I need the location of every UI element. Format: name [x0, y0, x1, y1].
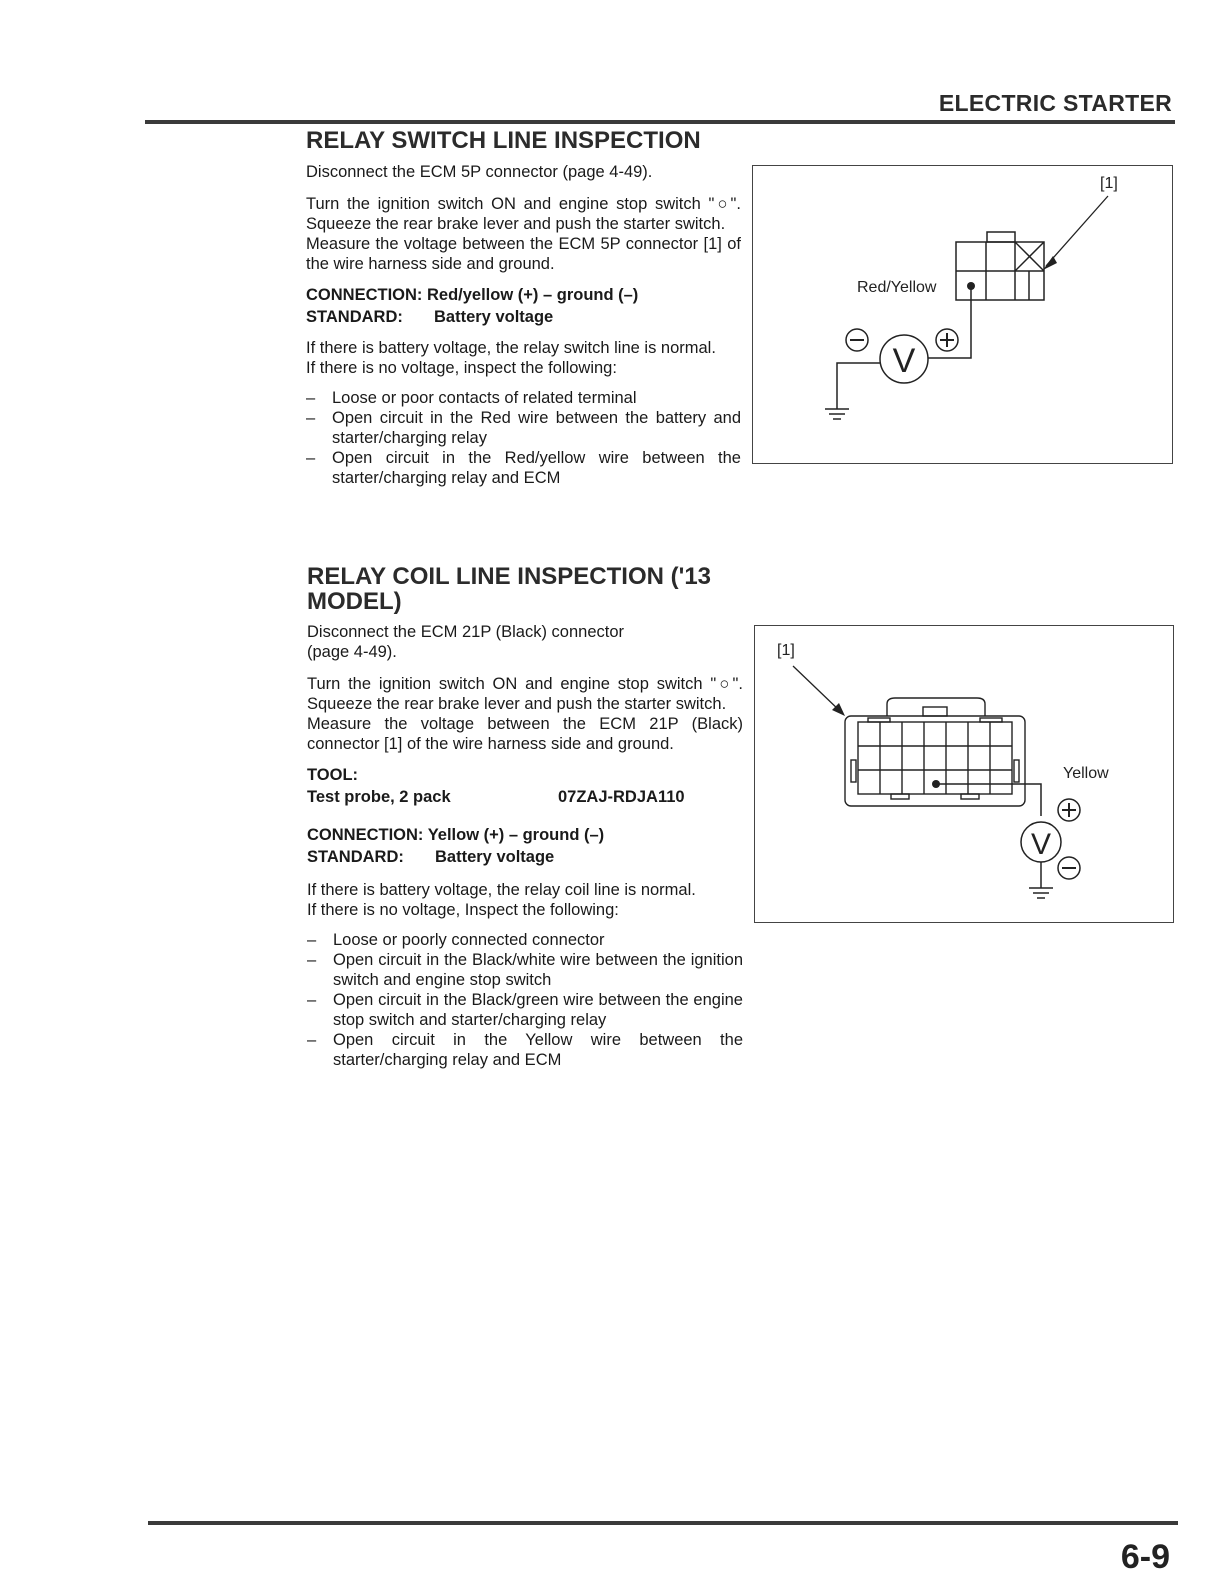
section1-p2: Turn the ignition switch ON and engine stop switch "○". Squeeze the rear brake lever and push the starter switch. — [306, 195, 741, 233]
section2-bullet-list — [307, 930, 743, 1070]
list-item: – Open circuit in the Yellow wire between the starter/charging relay and ECM — [307, 1031, 743, 1069]
section2-body — [307, 622, 743, 1070]
figure-21p-connector — [754, 625, 1174, 923]
section2-p5: If there is no voltage, Inspect the following: — [307, 901, 619, 919]
connector-5p-icon — [956, 232, 1044, 300]
tool-heading: TOOL: — [307, 766, 359, 784]
voltmeter-label: V — [892, 342, 916, 380]
connector-5p-diagram — [753, 166, 1172, 463]
section1-p4: If there is battery voltage, the relay switch line is normal. — [306, 339, 716, 357]
tool-line — [307, 786, 743, 808]
section2-standard — [307, 846, 743, 868]
section1-standard-value: Battery voltage — [434, 308, 554, 326]
section2-connection: CONNECTION: Yellow (+) – ground (–) — [307, 826, 605, 844]
tool-name: Test probe, 2 pack — [307, 788, 451, 806]
section1-body — [306, 162, 741, 488]
section2-p2: Turn the ignition switch ON and engine stop switch "○". Squeeze the rear brake lever and push the starter switch. — [307, 675, 743, 713]
callout-label: [1] — [1100, 175, 1118, 192]
list-item: – Loose or poorly connected connector — [307, 931, 605, 949]
page-number: 6-9 — [1120, 1538, 1170, 1576]
section1-bullet-list — [306, 388, 741, 488]
section1-p3: Measure the voltage between the ECM 5P connector [1] of the wire harness side and ground. — [306, 235, 741, 273]
section1-connection: CONNECTION: Red/yellow (+) – ground (–) — [306, 286, 639, 304]
connector-21p-icon — [845, 698, 1025, 806]
voltmeter-label: V — [1030, 828, 1052, 861]
callout-arrow — [1046, 196, 1108, 266]
section1-p5: If there is no voltage, inspect the following: — [306, 359, 617, 377]
ground-icon — [1029, 888, 1053, 898]
section2-p4: If there is battery voltage, the relay coil line is normal. — [307, 881, 696, 899]
ground-icon — [825, 409, 849, 419]
footer-rule — [148, 1521, 1178, 1525]
wire-label: Yellow — [1063, 765, 1109, 782]
wire-label: Red/Yellow — [857, 279, 937, 296]
section2-standard-value: Battery voltage — [435, 848, 555, 866]
connector-21p-diagram — [755, 626, 1173, 922]
figure-5p-connector — [752, 165, 1173, 464]
list-item: – Open circuit in the Red wire between the battery and starter/charging relay — [306, 409, 741, 447]
section1-standard — [306, 306, 741, 328]
section1-p1: Disconnect the ECM 5P connector (page 4-49). — [306, 163, 653, 181]
section1-standard-key: STANDARD: — [306, 308, 403, 326]
header-rule — [145, 120, 1175, 124]
section2-title: RELAY COIL LINE INSPECTION ('13 MODEL) — [307, 563, 712, 615]
section2-p3: Measure the voltage between the ECM 21P (Black) connector [1] of the wire harness side and ground. — [307, 715, 743, 753]
callout-arrow — [793, 666, 841, 712]
list-item: – Open circuit in the Black/white wire between the ignition switch and engine stop switch — [307, 951, 743, 989]
tool-number: 07ZAJ-RDJA110 — [558, 788, 685, 806]
section-header: ELECTRIC STARTER — [938, 90, 1172, 116]
list-item: – Open circuit in the Red/yellow wire between the starter/charging relay and ECM — [306, 449, 741, 487]
ground-wire — [837, 363, 880, 409]
section2-p1: Disconnect the ECM 21P (Black) connector (page 4-49). — [307, 623, 625, 661]
section1-title: RELAY SWITCH LINE INSPECTION — [306, 127, 701, 154]
callout-label: [1] — [777, 642, 795, 659]
callout-arrowhead — [1043, 256, 1057, 270]
list-item: – Loose or poor contacts of related terminal — [306, 389, 637, 407]
section2-standard-key: STANDARD: — [307, 848, 404, 866]
list-item: – Open circuit in the Black/green wire between the engine stop switch and starter/charging relay — [307, 991, 743, 1029]
